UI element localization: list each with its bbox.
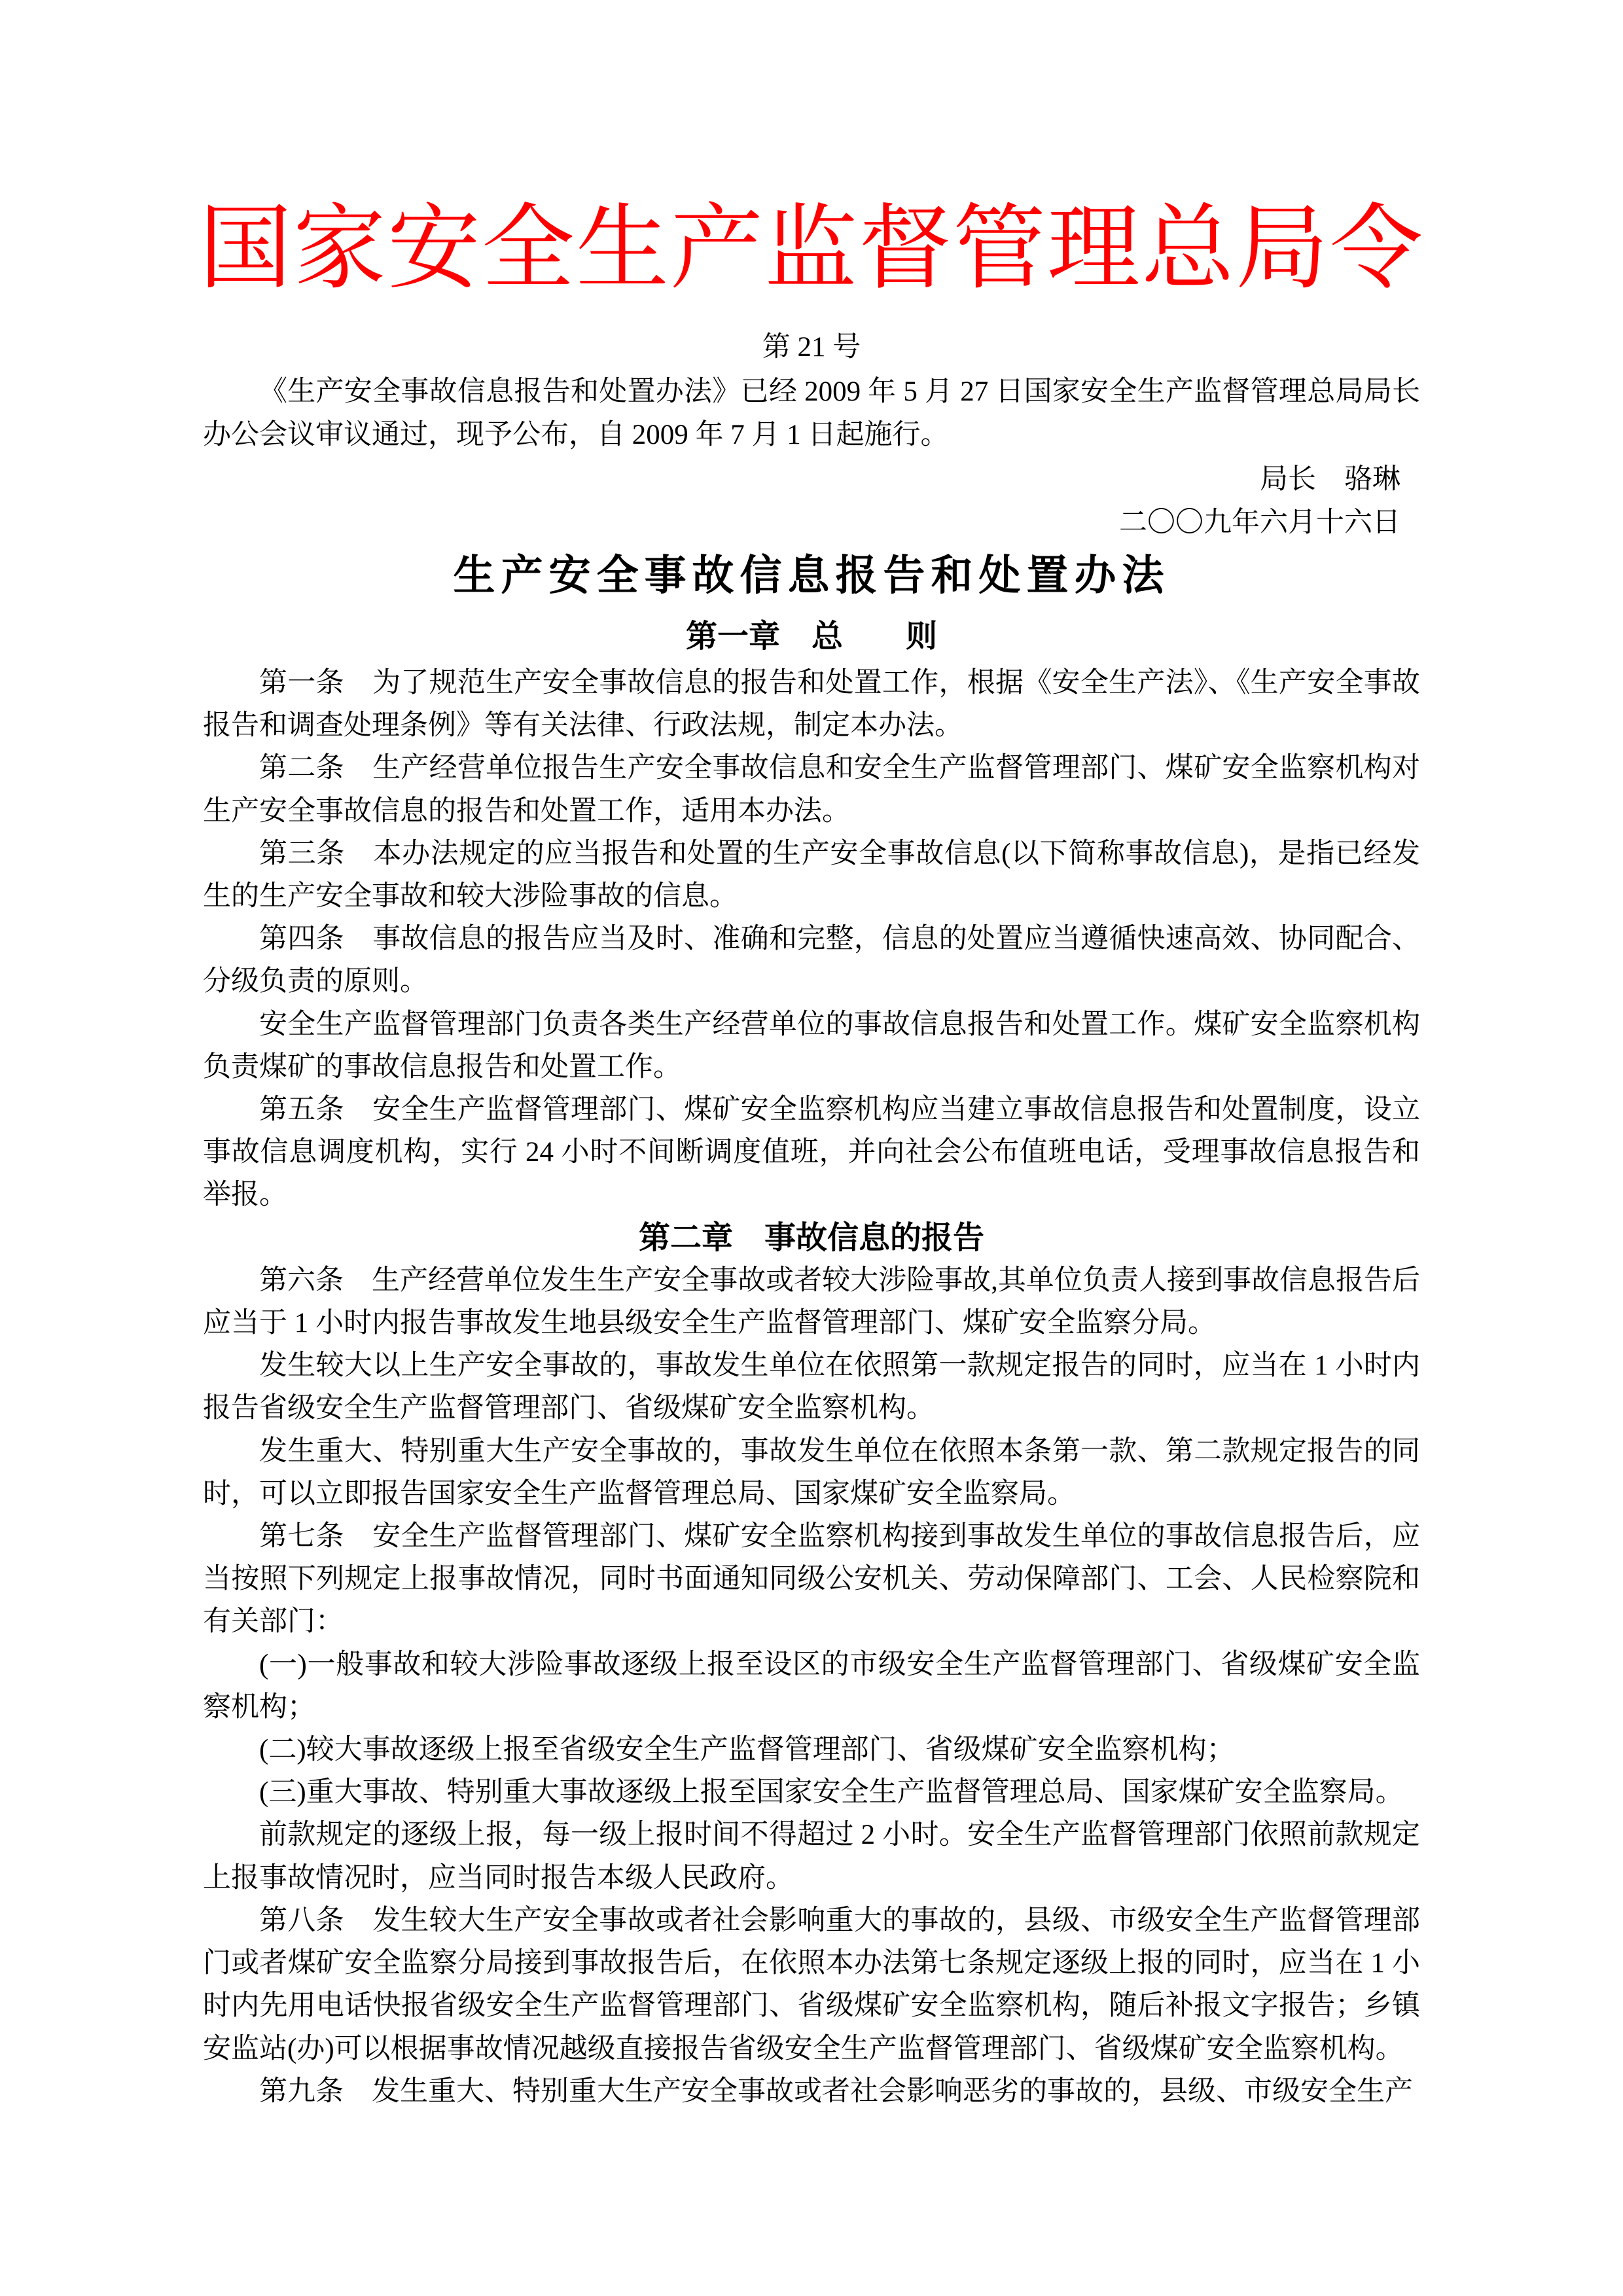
article-5-paragraph: 第五条 安全生产监督管理部门、煤矿安全监察机构应当建立事故信息报告和处置制度，设立事故信息调度机构，实行 24 小时不间断调度值班，并向社会公布值班电话，受理事故信息报告和举报。 bbox=[203, 1094, 1420, 1211]
article-6-paragraph: 第六条 生产经营单位发生生产安全事故或者较大涉险事故,其单位负责人接到事故信息报告后应当于 1 小时内报告事故发生地县级安全生产监督管理部门、煤矿安全监察分局。 bbox=[203, 1265, 1420, 1339]
article-8-paragraph: 第八条 发生较大生产安全事故或者社会影响重大的事故的，县级、市级安全生产监督管理部门或者煤矿安全监察分局接到事故报告后，在依照本办法第七条规定逐级上报的同时，应当在 1 小时内先用电话快报省级安全生产监督管理部门、省级煤矿安全监察机构，随后补报文字报告；乡镇安监站(办)可以根据事故情况越级直接报告省级安全生产监督管理部门、省级煤矿安全监察机构。 bbox=[203, 1905, 1420, 2064]
article-4-paragraph: 第四条 事故信息的报告应当及时、准确和完整，信息的处置应当遵循快速高效、协同配合、分级负责的原则。 bbox=[203, 924, 1420, 997]
article-1-paragraph: 第一条 为了规范生产安全事故信息的报告和处置工作，根据《安全生产法》、《生产安全事故报告和调查处理条例》等有关法律、行政法规，制定本办法。 bbox=[203, 668, 1420, 742]
article-7-clause-2-paragraph: 前款规定的逐级上报，每一级上报时间不得超过 2 小时。安全生产监督管理部门依照前款规定上报事故情况时，应当同时报告本级人民政府。 bbox=[203, 1820, 1420, 1893]
decree-title: 国家安全生产监督管理总局令 bbox=[199, 197, 1424, 300]
article-2-paragraph: 第二条 生产经营单位报告生产安全事故信息和安全生产监督管理部门、煤矿安全监察机构对生产安全事故信息的报告和处置工作，适用本办法。 bbox=[203, 753, 1420, 827]
article-7-item-2-paragraph: (二)较大事故逐级上报至省级安全生产监督管理部门、省级煤矿安全监察机构； bbox=[259, 1734, 1235, 1766]
promulgation-paragraph: 《生产安全事故信息报告和处置办法》已经 2009 年 5 月 27 日国家安全生产监督管理总局局长办公会议审议通过，现予公布，自 2009 年 7 月 1 日起施行。 bbox=[203, 376, 1420, 450]
article-7-item-1-paragraph: (一)一般事故和较大涉险事故逐级上报至设区的市级安全生产监督管理部门、省级煤矿安全监察机构； bbox=[203, 1649, 1420, 1723]
article-9-paragraph: 第九条 发生重大、特别重大生产安全事故或者社会影响恶劣的事故的，县级、市级安全生产 bbox=[259, 2075, 1413, 2107]
signer-line: 局长 骆琳 bbox=[1260, 464, 1400, 495]
sign-date-line: 二〇〇九年六月十六日 bbox=[1119, 507, 1400, 538]
article-4-continuation-paragraph: 安全生产监督管理部门负责各类生产经营单位的事故信息报告和处置工作。煤矿安全监察机构负责煤矿的事故信息报告和处置工作。 bbox=[203, 1009, 1420, 1083]
document-body bbox=[203, 662, 1420, 2113]
article-7-item-3-paragraph: (三)重大事故、特别重大事故逐级上报至国家安全生产监督管理总局、国家煤矿安全监察局。 bbox=[259, 1777, 1404, 1808]
article-3-paragraph: 第三条 本办法规定的应当报告和处置的生产安全事故信息(以下简称事故信息)，是指已经发生的生产安全事故和较大涉险事故的信息。 bbox=[203, 838, 1420, 912]
article-6-clause-3-paragraph: 发生重大、特别重大生产安全事故的，事故发生单位在依照本条第一款、第二款规定报告的同时，可以立即报告国家安全生产监督管理总局、国家煤矿安全监察局。 bbox=[203, 1435, 1420, 1509]
law-title: 生产安全事故信息报告和处置办法 bbox=[453, 552, 1170, 599]
chapter-1-heading: 第一章 总 则 bbox=[685, 619, 937, 654]
chapter-2-heading: 第二章 事故信息的报告 bbox=[638, 1220, 984, 1255]
article-6-clause-2-paragraph: 发生较大以上生产安全事故的，事故发生单位在依照第一款规定报告的同时，应当在 1 小时内报告省级安全生产监督管理部门、省级煤矿安全监察机构。 bbox=[203, 1350, 1420, 1424]
article-7-paragraph: 第七条 安全生产监督管理部门、煤矿安全监察机构接到事故发生单位的事故信息报告后，应当按照下列规定上报事故情况，同时书面通知同级公安机关、劳动保障部门、工会、人民检察院和有关部门： bbox=[203, 1521, 1420, 1638]
decree-number: 第 21 号 bbox=[762, 332, 861, 363]
